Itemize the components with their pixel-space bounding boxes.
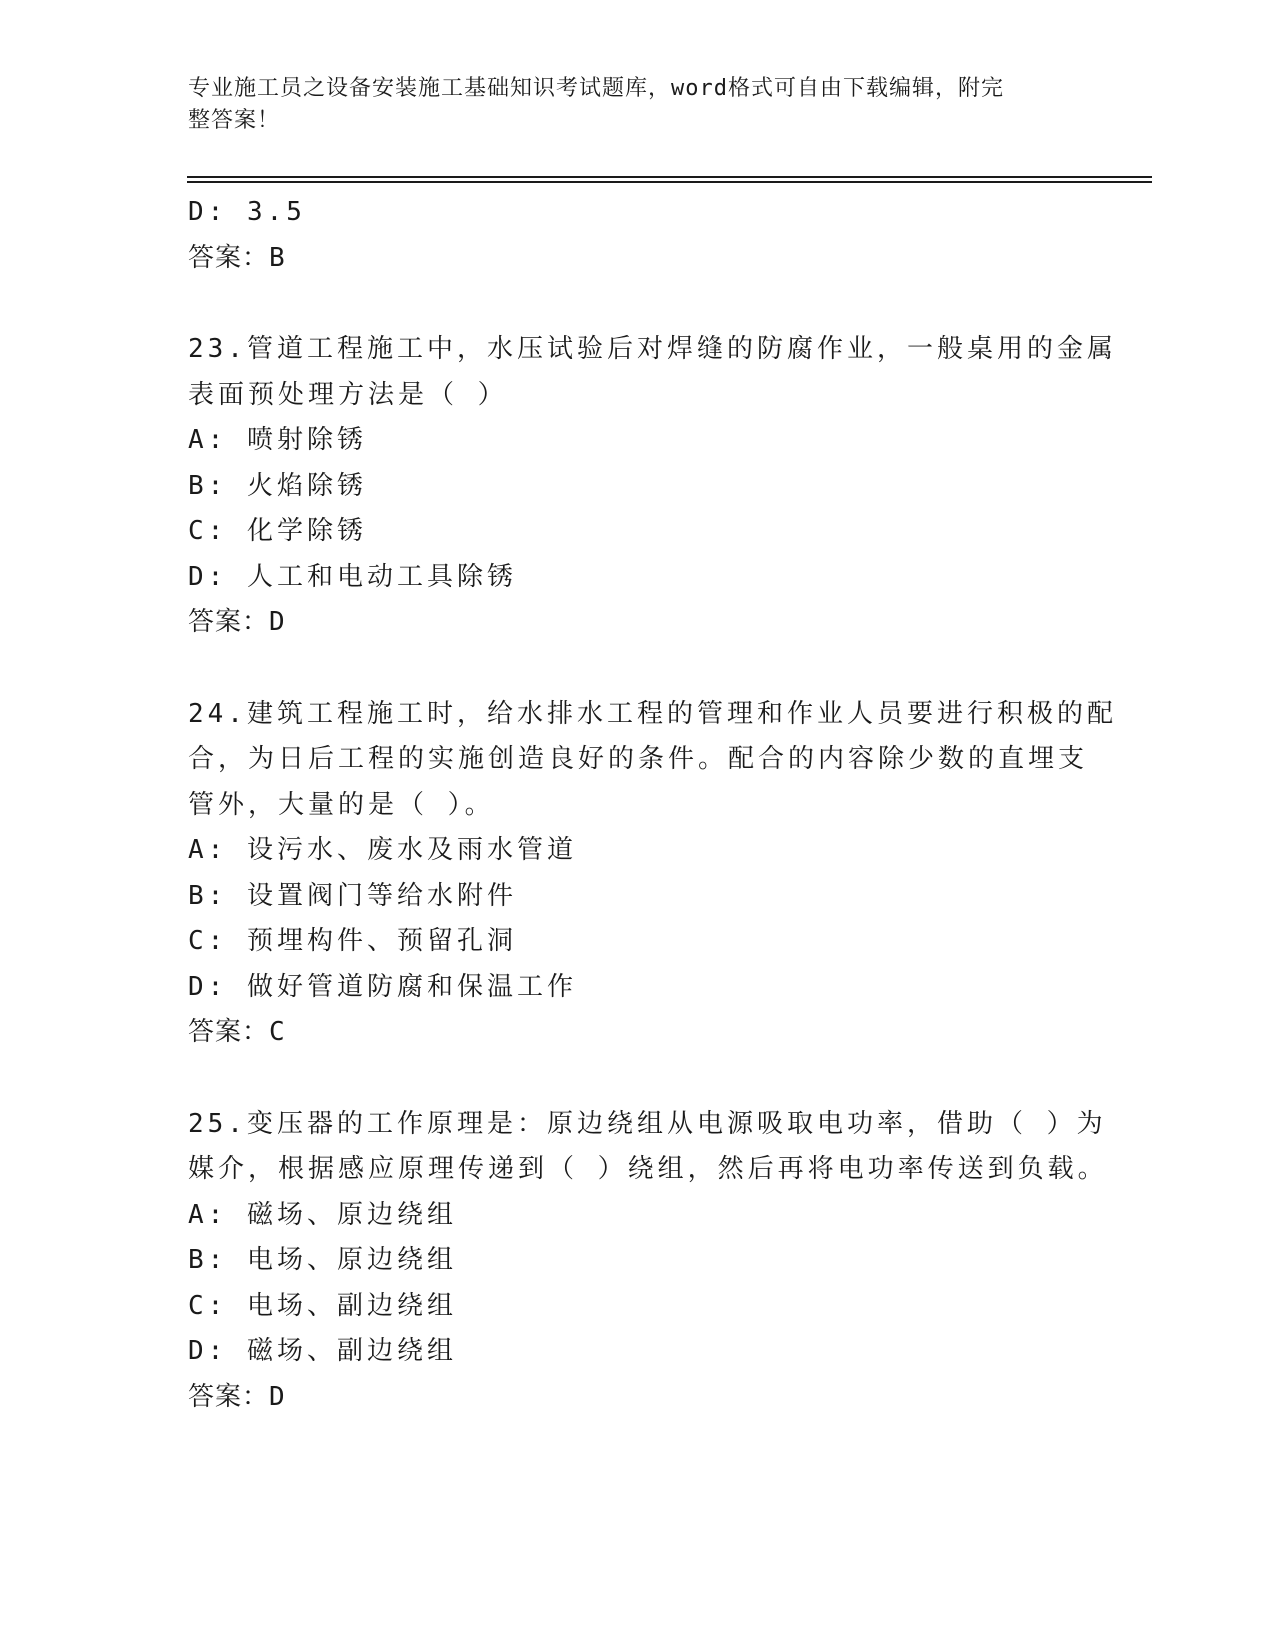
option-c: C: 预埋构件、预留孔洞 [188, 926, 517, 956]
header-line-1: 专业施工员之设备安装施工基础知识考试题库，word格式可自由下载编辑，附完 [188, 76, 1004, 101]
answer-line: 答案：D [188, 607, 286, 637]
question-24 [188, 692, 1117, 1056]
question-stem-line: 媒介，根据感应原理传递到（ ）绕组，然后再将电功率传送到负载。 [188, 1154, 1108, 1184]
option-a: A: 喷射除锈 [188, 425, 367, 455]
option-b: B: 电场、原边绕组 [188, 1245, 457, 1275]
question-stem-line: 表面预处理方法是（ ） [188, 379, 508, 410]
option-b: B: 设置阀门等给水附件 [188, 880, 517, 911]
option-d: D: 人工和电动工具除锈 [188, 561, 517, 592]
question-stem [188, 692, 1117, 829]
question-23 [188, 327, 1117, 646]
option-c: C: 电场、副边绕组 [188, 1290, 457, 1321]
header-rule-bottom [187, 181, 1152, 183]
option-c: C: 化学除锈 [188, 516, 367, 546]
question-list [188, 190, 1117, 1466]
question-stem [188, 1102, 1108, 1193]
question-stem-line: 24.建筑工程施工时，给水排水工程的管理和作业人员要进行积极的配 [188, 698, 1117, 729]
option-a: A: 磁场、原边绕组 [188, 1199, 457, 1230]
question-stem [188, 327, 1117, 418]
question-stem-line: 合，为日后工程的实施创造良好的条件。配合的内容除少数的直埋支 [188, 744, 1089, 774]
header-rule-top [187, 176, 1152, 178]
option-d: D: 做好管道防腐和保温工作 [188, 971, 577, 1002]
page-header [188, 73, 1068, 137]
option-a: A: 设污水、废水及雨水管道 [188, 835, 577, 865]
question-stem-line: 23.管道工程施工中，水压试验后对焊缝的防腐作业，一般桌用的金属 [188, 334, 1117, 364]
option-d: D: 磁场、副边绕组 [188, 1336, 457, 1366]
question-stem-line: 25.变压器的工作原理是：原边绕组从电源吸取电功率，借助（ ）为 [188, 1108, 1107, 1139]
header-line-2: 整答案！ [188, 108, 281, 133]
question-25 [188, 1102, 1108, 1421]
option-d: D: 3.5 [188, 197, 306, 227]
answer-line: 答案：D [188, 1381, 286, 1412]
previous-question-tail [188, 190, 1088, 281]
question-stem-line: 管外，大量的是（ ）。 [188, 789, 495, 820]
option-b: B: 火焰除锈 [188, 470, 367, 501]
answer-line: 答案：C [188, 1017, 286, 1047]
answer-line: 答案：B [188, 242, 286, 273]
